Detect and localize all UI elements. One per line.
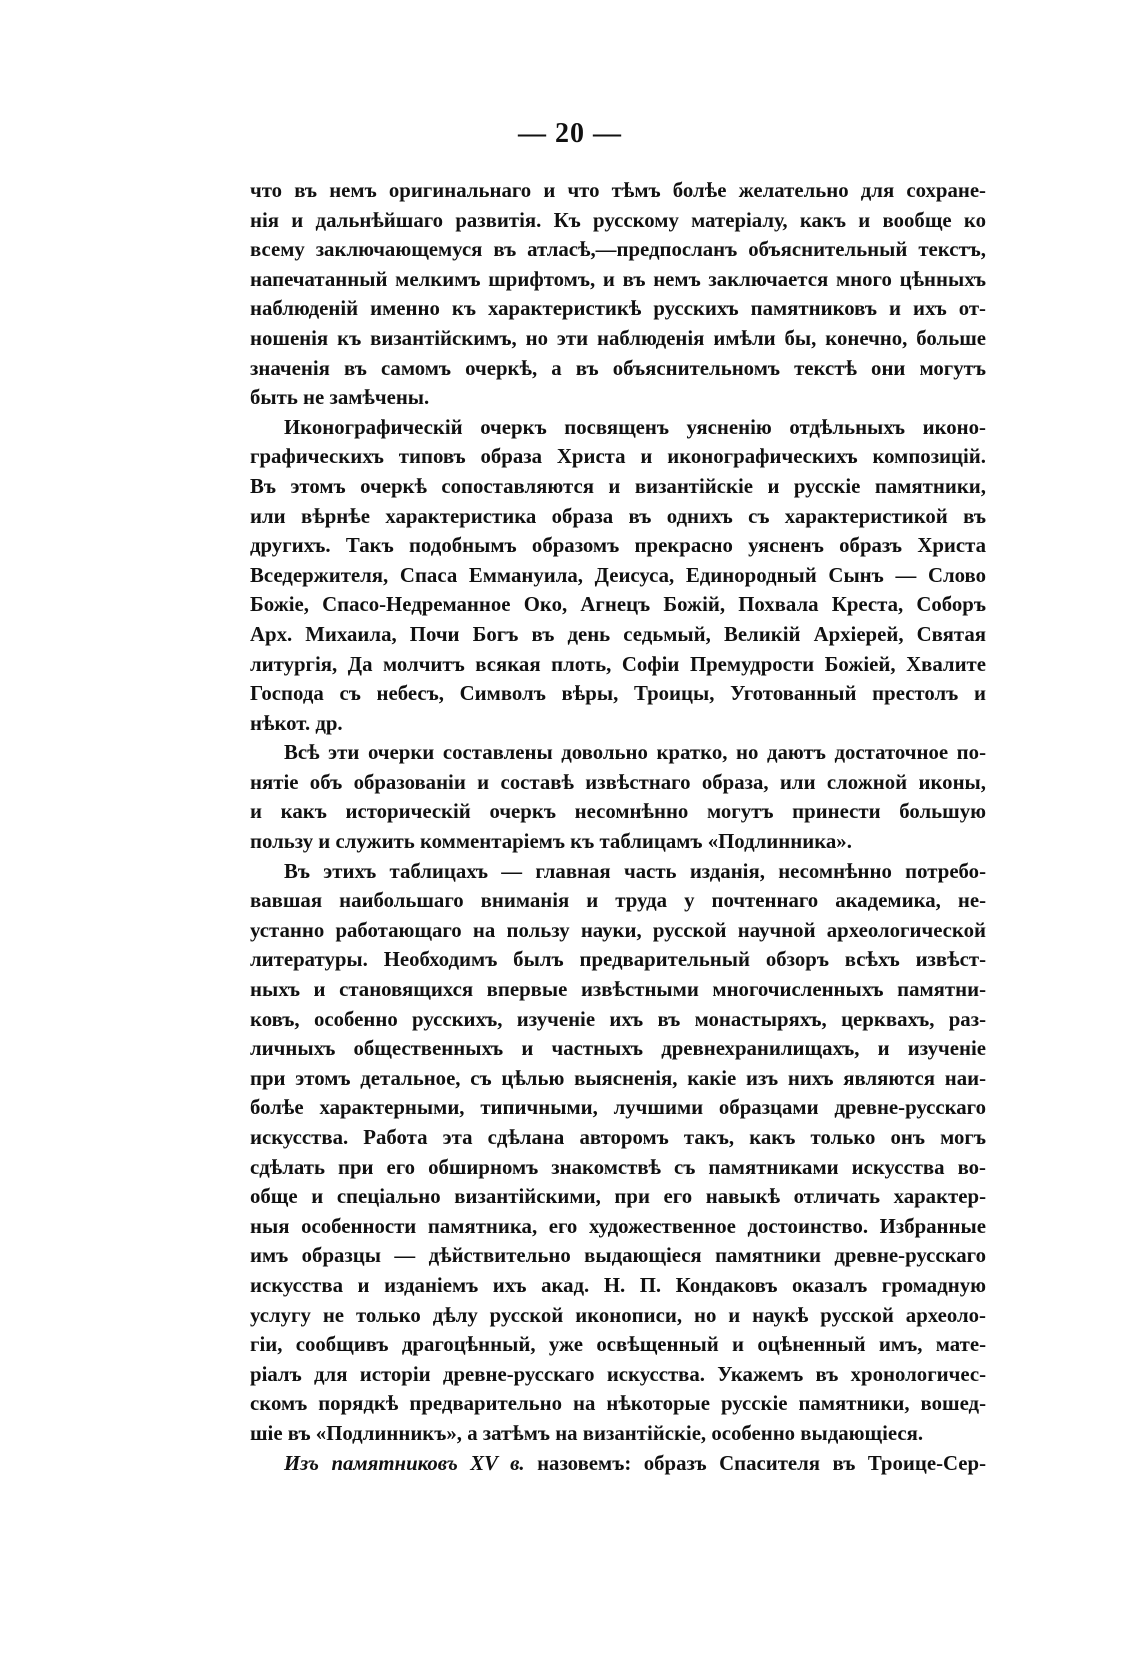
text-line: гіи, сообщивъ драгоцѣнный, уже освѣщенный и оцѣненный имъ, мате-	[250, 1333, 986, 1357]
text-line: Иконографическій очеркъ посвященъ уясненію отдѣльныхъ иконо-	[284, 415, 986, 439]
text-line: Въ этихъ таблицахъ — главная часть изданія, несомнѣнно потребо-	[284, 859, 986, 883]
main-text	[250, 176, 986, 1478]
text-line: пользу и служить комментаріемъ къ таблицамъ «Подлинника».	[250, 830, 852, 854]
text-line: графическихъ типовъ образа Христа и иконографическихъ композицій.	[250, 445, 986, 469]
text-line: при этомъ детальное, съ цѣлью выясненія, какіе изъ нихъ являются наи-	[250, 1066, 986, 1090]
text-line: болѣе характерными, типичными, лучшими образцами древне-русскаго	[250, 1096, 986, 1120]
paragraph-2	[250, 413, 986, 739]
text-line: искусства. Работа эта сдѣлана авторомъ такъ, какъ только онъ могъ	[250, 1126, 986, 1149]
text-line: литературы. Необходимъ былъ предварительный обзоръ всѣхъ извѣст-	[250, 948, 986, 972]
text-line: нѣкот. др.	[250, 711, 343, 735]
text-line: ныхъ и становящихся впервые извѣстными многочисленныхъ памятни-	[250, 978, 986, 1002]
text-line: устанно работающаго на пользу науки, русской научной археологической	[250, 918, 986, 942]
text-line: значенія въ самомъ очеркѣ, а въ объяснительномъ текстѣ они могутъ	[250, 356, 986, 380]
text-line: всему заключающемуся въ атласѣ,—предпосланъ объяснительный текстъ,	[250, 238, 986, 262]
text-line: Арх. Михаила, Почи Богъ въ день седьмый, Великій Архіерей, Святая	[250, 622, 986, 646]
text-line: Вседержителя, Спаса Еммануила, Деисуса, Единородный Сынъ — Слово	[250, 563, 986, 587]
regular-text-fragment: назовемъ: образъ Спасителя въ Троице-Сер-	[524, 1451, 986, 1475]
text-line: ріалъ для исторіи древне-русскаго искусства. Укажемъ въ хронологичес-	[250, 1362, 986, 1386]
text-line: шіе въ «Подлинникъ», а затѣмъ на византійскіе, особенно выдающіеся.	[250, 1421, 924, 1445]
text-line: Всѣ эти очерки составлены довольно кратко, но даютъ достаточное по-	[284, 741, 986, 765]
text-line: и какъ историческій очеркъ несомнѣнно могутъ принести большую	[250, 800, 986, 824]
italic-heading-fragment: Изъ памятниковъ XV в.	[284, 1451, 525, 1475]
text-line: сдѣлать при его обширномъ знакомствѣ съ памятниками искусства во-	[250, 1155, 986, 1179]
text-line: что въ немъ оригинальнаго и что тѣмъ болѣе желательно для сохране-	[250, 179, 986, 202]
text-line: другихъ. Такъ подобнымъ образомъ прекрасно уясненъ образъ Христа	[250, 534, 986, 558]
text-line: ныя особенности памятника, его художественное достоинство. Избранные	[250, 1214, 986, 1238]
text-line: Божіе, Спасо-Недреманное Око, Агнецъ Божій, Похвала Креста, Соборъ	[250, 593, 986, 617]
text-line: быть не замѣчены.	[250, 386, 430, 410]
text-line: ношенія къ византійскимъ, но эти наблюденія имѣли бы, конечно, больше	[250, 326, 986, 350]
text-line: напечатанный мелкимъ шрифтомъ, и въ немъ заключается много цѣнныхъ	[250, 267, 986, 291]
text-line: или вѣрнѣе характеристика образа въ однихъ съ характеристикой въ	[250, 504, 986, 528]
text-line: обще и спеціально византійскими, при его навыкѣ отличать характер-	[250, 1185, 986, 1209]
final-text-line	[250, 1449, 986, 1479]
text-line: Господа съ небесъ, Символъ вѣры, Троицы, Уготованный престолъ и	[250, 682, 986, 706]
paragraph-1	[250, 176, 986, 413]
text-line: литургія, Да молчитъ всякая плоть, Софіи Премудрости Божіей, Хвалите	[250, 652, 986, 676]
text-line: скомъ порядкѣ предварительно на нѣкоторые русскіе памятники, вошед-	[250, 1392, 986, 1416]
text-line: Въ этомъ очеркѣ сопоставляются и византійскіе и русскіе памятники,	[250, 474, 986, 498]
text-line: имъ образцы — дѣйствительно выдающіеся памятники древне-русскаго	[250, 1244, 986, 1268]
text-line: услугу не только дѣлу русской иконописи, но и наукѣ русской археоло-	[250, 1303, 986, 1327]
paragraph-4	[250, 857, 986, 1449]
page-number: — 20 —	[518, 118, 622, 149]
paragraph-5	[250, 1449, 986, 1479]
text-line: вавшая наибольшаго вниманія и труда у почтеннаго академика, не-	[250, 889, 986, 913]
text-line: личныхъ общественныхъ и частныхъ древнехранилищахъ, и изученіе	[250, 1037, 986, 1061]
text-line: наблюденій именно къ характеристикѣ русскихъ памятниковъ и ихъ от-	[250, 297, 986, 321]
text-line: нятіе объ образованіи и составѣ извѣстнаго образа, или сложной иконы,	[250, 770, 986, 794]
text-line: искусства и изданіемъ ихъ акад. Н. П. Кондаковъ оказалъ громадную	[250, 1273, 986, 1297]
text-line: нія и дальнѣйшаго развитія. Къ русскому матеріалу, какъ и вообще ко	[250, 208, 986, 232]
text-line: ковъ, особенно русскихъ, изученіе ихъ въ монастыряхъ, церквахъ, раз-	[250, 1007, 986, 1031]
paragraph-3	[250, 738, 986, 856]
